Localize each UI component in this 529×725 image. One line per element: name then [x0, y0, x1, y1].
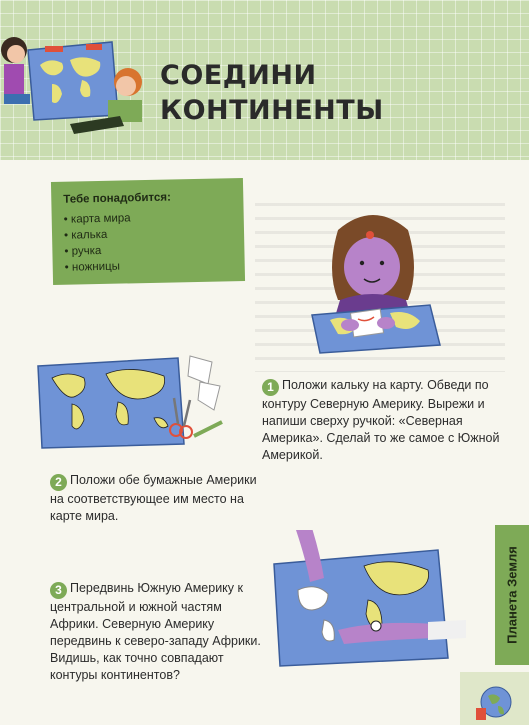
- supplies-item: • ручка: [64, 240, 232, 260]
- step-2-number: 2: [50, 474, 67, 491]
- step-3-text: Передвинь Южную Америку к центральной и южной частям Африки. Северную Америку передвинь к северо-западу Африки. Видишь, как точно совпадают контуры континентов?: [50, 581, 261, 682]
- supplies-list: [64, 208, 233, 276]
- step-2-text: Положи обе бумажные Америки на соответствующее им место на карте мира.: [50, 473, 257, 523]
- supplies-item: • карта мира: [64, 208, 232, 228]
- step-1: [262, 377, 512, 464]
- supplies-heading: Тебе понадобится:: [63, 191, 172, 206]
- page-title-line-1: СОЕДИНИ: [160, 60, 317, 91]
- step-3: [50, 580, 270, 684]
- page-title-line-2: КОНТИНЕНТЫ: [160, 95, 384, 126]
- globe-icon: [470, 678, 520, 722]
- step-2: [50, 472, 270, 525]
- hands-moving-continents-illustration: [268, 530, 468, 670]
- kids-with-map-illustration: [0, 20, 150, 135]
- section-side-tab-label: Планета Земля: [504, 546, 520, 644]
- step-3-number: 3: [50, 582, 67, 599]
- supplies-item: • калька: [64, 224, 232, 244]
- step-1-text: Положи кальку на карту. Обведи по контуру Северную Америку. Вырежи и напиши сверху ручкой: «Северная Америка». Сделай то же самое с Южной Америкой.: [262, 378, 500, 462]
- world-map-scissors-illustration: [28, 352, 233, 452]
- supplies-item: • ножницы: [65, 256, 233, 276]
- step-1-number: 1: [262, 379, 279, 396]
- section-side-tab: [495, 525, 529, 665]
- girl-tracing-illustration: [300, 205, 445, 355]
- supplies-box: [51, 178, 245, 285]
- page-title: [160, 58, 384, 128]
